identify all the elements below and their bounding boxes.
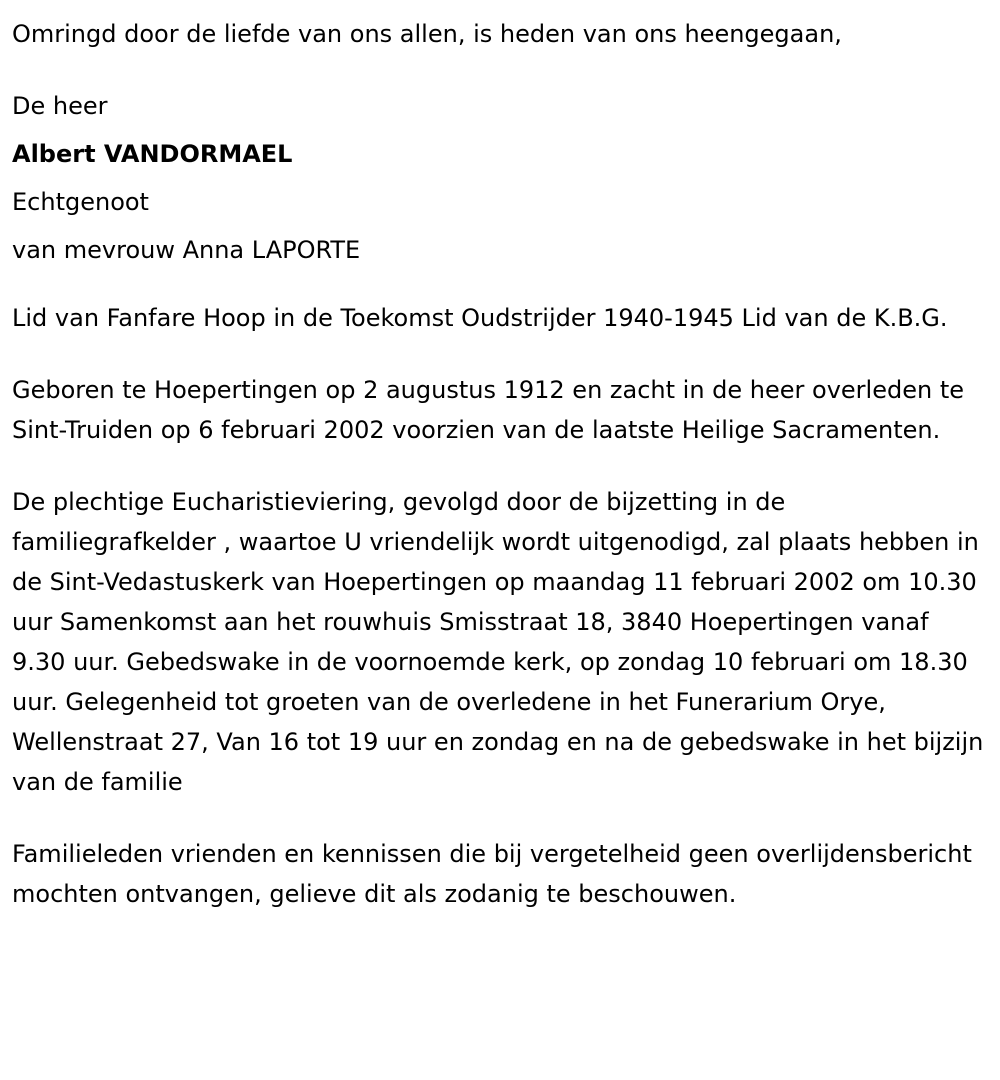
intro-text: Omringd door de liefde van ons allen, is heden van ons heengegaan,: [12, 20, 842, 48]
spacer: [12, 274, 988, 298]
memberships-paragraph: Lid van Fanfare Hoop in de Toekomst Oudstrijder 1940-1945 Lid van de K.B.G.: [12, 304, 948, 332]
spacer: [12, 58, 988, 82]
spacer: [12, 802, 988, 834]
spacer: [12, 338, 988, 370]
ceremony-paragraph: De plechtige Eucharistieviering, gevolgd door de bijzetting in de familiegrafkelder , waartoe U vriendelijk wordt uitgenodigd, zal plaats hebben in de Sint-Vedastuskerk van Hoepertingen op maandag 11 februari 2002 om 10.30 uur Samenkomst aan het rouwhuis Smisstraat 18, 3840 Hoepertingen vanaf 9.30 uur. Gebedswake in de voornoemde kerk, op zondag 10 februari om 18.30 uur. Gelegenheid tot groeten van de overledene in het Funerarium Orye, Wellenstraat 27, Van 16 tot 19 uur en zondag en na de gebedswake in het bijzijn van de familie: [12, 488, 984, 796]
birth-death-paragraph: Geboren te Hoepertingen op 2 augustus 1912 en zacht in de heer overleden te Sint-Truiden op 6 februari 2002 voorzien van de laatste Heilige Sacramenten.: [12, 376, 964, 444]
closing-paragraph: Familieleden vrienden en kennissen die bij vergetelheid geen overlijdensbericht mochten ontvangen, gelieve dit als zodanig te beschouwen.: [12, 840, 972, 908]
spouse-name: van mevrouw Anna LAPORTE: [12, 236, 361, 264]
spacer: [12, 450, 988, 482]
deceased-name: Albert VANDORMAEL: [12, 140, 293, 168]
honorific: De heer: [12, 92, 108, 120]
relation-label: Echtgenoot: [12, 188, 149, 216]
